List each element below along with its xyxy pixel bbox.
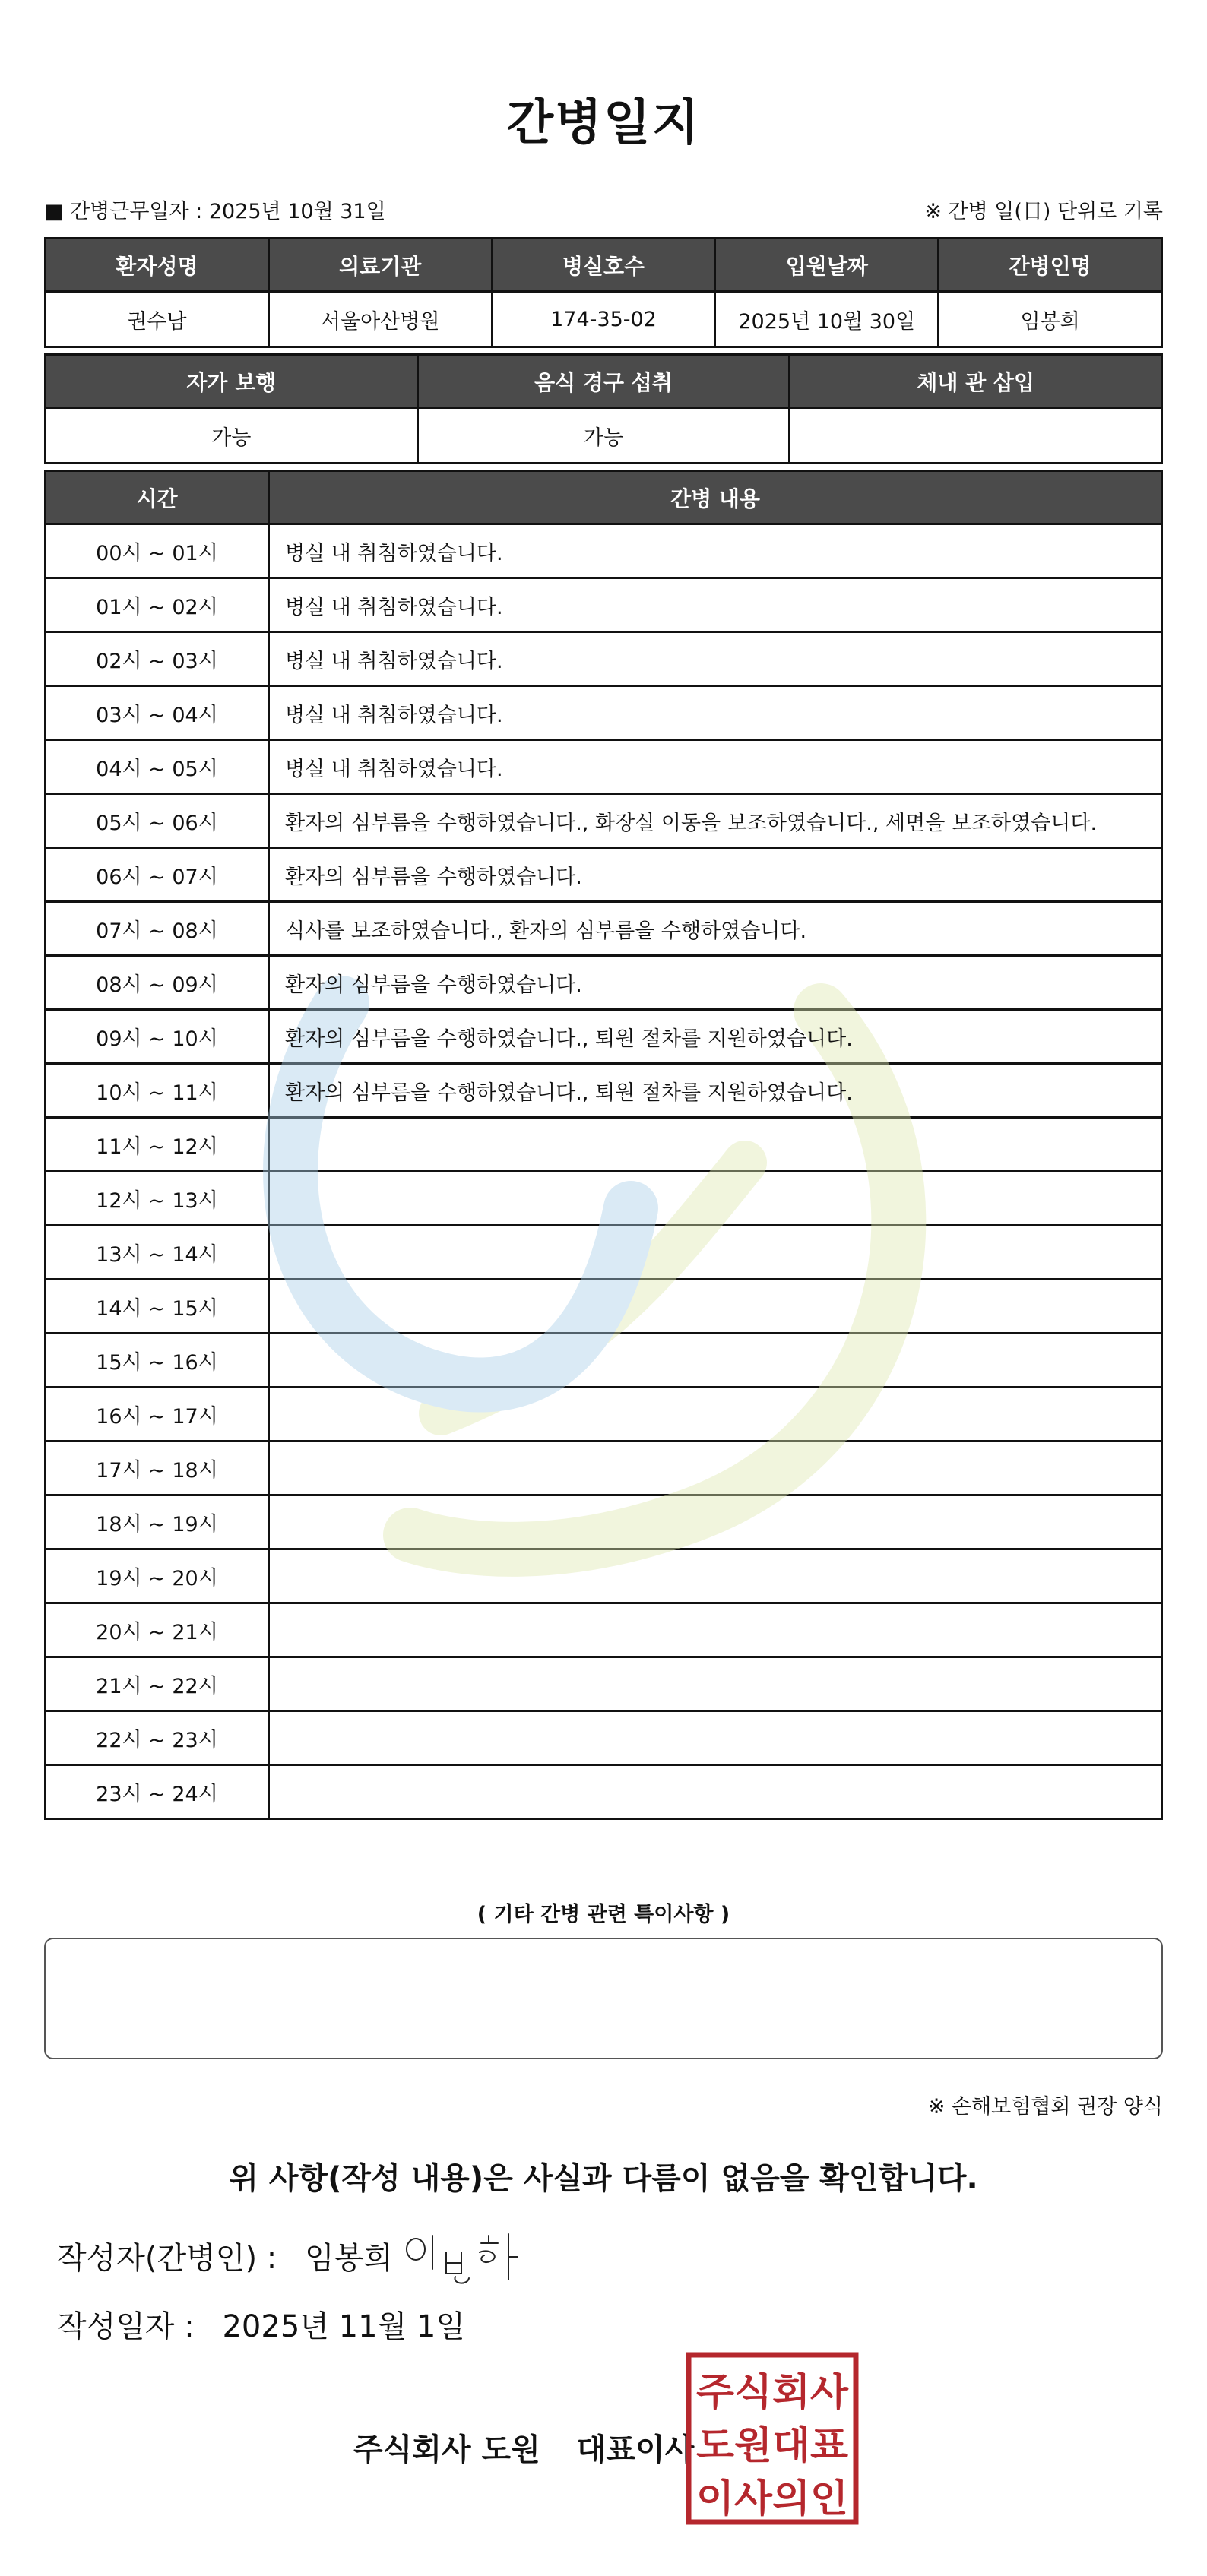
care-content: [269, 1549, 1162, 1603]
care-log-row: [46, 524, 1162, 578]
seal-text-line: 이사의인: [696, 2476, 848, 2521]
care-log-header-row: [46, 471, 1162, 524]
room-number: 174-35-02: [492, 292, 715, 347]
care-content: 환자의 심부름을 수행하였습니다.: [269, 848, 1162, 902]
care-content: 병실 내 취침하였습니다.: [269, 578, 1162, 632]
handwritten-signature: [399, 2226, 528, 2287]
header-tube-insertion: 체내 관 삽입: [790, 355, 1162, 408]
care-content: [269, 1280, 1162, 1334]
header-patient-name: 환자성명: [46, 239, 269, 292]
confirmation-text: 위 사항(작성 내용)은 사실과 다름이 없음을 확인합니다.: [229, 2161, 978, 2196]
care-content: 환자의 심부름을 수행하였습니다., 퇴원 절차를 지원하였습니다.: [269, 1064, 1162, 1118]
patient-name: 권수남: [46, 292, 269, 347]
patient-info-table: [44, 237, 1163, 348]
time-slot: 01시 ~ 02시: [46, 578, 269, 632]
written-date-label: 작성일자 :: [57, 2309, 195, 2344]
care-log-row: [46, 1064, 1162, 1118]
care-content: [269, 1711, 1162, 1765]
care-log-row: [46, 1010, 1162, 1064]
caregiver-name: 임봉희: [939, 292, 1162, 347]
care-content: 환자의 심부름을 수행하였습니다.: [269, 956, 1162, 1010]
tube-insertion-value: [790, 408, 1162, 464]
care-content: [269, 1495, 1162, 1549]
header-hospital: 의료기관: [268, 239, 492, 292]
care-log-row: [46, 794, 1162, 848]
time-slot: 16시 ~ 17시: [46, 1388, 269, 1441]
care-log-row: [46, 740, 1162, 794]
time-slot: 10시 ~ 11시: [46, 1064, 269, 1118]
care-content: [269, 1603, 1162, 1657]
care-log-row: [46, 1441, 1162, 1495]
care-log-row: [46, 686, 1162, 740]
care-content: [269, 1172, 1162, 1226]
writer-label: 작성자(간병인) :: [57, 2241, 277, 2276]
time-slot: 18시 ~ 19시: [46, 1495, 269, 1549]
care-content: [269, 1388, 1162, 1441]
patient-ability-table: [44, 353, 1163, 464]
care-log-row: [46, 1388, 1162, 1441]
header-care-content: 간병 내용: [269, 471, 1162, 524]
writer-name: 임봉희: [304, 2241, 393, 2276]
care-log-row: [46, 1226, 1162, 1280]
time-slot: 00시 ~ 01시: [46, 524, 269, 578]
ability-value-row: [46, 408, 1162, 464]
time-slot: 04시 ~ 05시: [46, 740, 269, 794]
time-slot: 03시 ~ 04시: [46, 686, 269, 740]
time-slot: 20시 ~ 21시: [46, 1603, 269, 1657]
care-log-body: [46, 524, 1162, 1819]
seal-text-line: 도원대표: [696, 2423, 849, 2467]
header-room: 병실호수: [492, 239, 715, 292]
ability-header-row: [46, 355, 1162, 408]
header-self-walking: 자가 보행: [46, 355, 418, 408]
unit-note: ※ 간병 일(日) 단위로 기록: [924, 200, 1163, 223]
company-seal-stamp: [686, 2352, 859, 2525]
care-log-row: [46, 632, 1162, 686]
care-content: 식사를 보조하였습니다., 환자의 심부름을 수행하였습니다.: [269, 902, 1162, 956]
care-content: [269, 1765, 1162, 1819]
time-slot: 13시 ~ 14시: [46, 1226, 269, 1280]
self-walking-value: 가능: [46, 408, 418, 464]
work-date: ■ 간병근무일자 : 2025년 10월 31일: [44, 200, 386, 223]
care-log-row: [46, 1118, 1162, 1172]
time-slot: 22시 ~ 23시: [46, 1711, 269, 1765]
company-title: 대표이사: [576, 2432, 695, 2467]
time-slot: 17시 ~ 18시: [46, 1441, 269, 1495]
time-slot: 12시 ~ 13시: [46, 1172, 269, 1226]
time-slot: 14시 ~ 15시: [46, 1280, 269, 1334]
header-admission-date: 입원날짜: [715, 239, 939, 292]
care-content: [269, 1118, 1162, 1172]
header-time: 시간: [46, 471, 269, 524]
insurance-note: ※ 손해보험협회 권장 양식: [927, 2095, 1163, 2119]
oral-intake-value: 가능: [417, 408, 790, 464]
care-content: 병실 내 취침하였습니다.: [269, 740, 1162, 794]
care-content: 환자의 심부름을 수행하였습니다., 퇴원 절차를 지원하였습니다.: [269, 1010, 1162, 1064]
hospital-name: 서울아산병원: [268, 292, 492, 347]
care-log-row: [46, 1657, 1162, 1711]
time-slot: 21시 ~ 22시: [46, 1657, 269, 1711]
care-log-row: [46, 1172, 1162, 1226]
care-log-row: [46, 1603, 1162, 1657]
care-content: [269, 1334, 1162, 1388]
admission-date: 2025년 10월 30일: [715, 292, 939, 347]
care-content: 환자의 심부름을 수행하였습니다., 화장실 이동을 보조하였습니다., 세면을 보조하였습니다.: [269, 794, 1162, 848]
care-content: 병실 내 취침하였습니다.: [269, 686, 1162, 740]
care-log-row: [46, 1711, 1162, 1765]
care-log-row: [46, 848, 1162, 902]
written-date-value: 2025년 11월 1일: [222, 2309, 465, 2344]
time-slot: 05시 ~ 06시: [46, 794, 269, 848]
time-slot: 19시 ~ 20시: [46, 1549, 269, 1603]
care-log-row: [46, 1549, 1162, 1603]
care-log-table: [44, 470, 1163, 1820]
care-log-row: [46, 956, 1162, 1010]
other-notes-title: ( 기타 간병 관련 특이사항 ): [477, 1903, 730, 1926]
time-slot: 06시 ~ 07시: [46, 848, 269, 902]
time-slot: 02시 ~ 03시: [46, 632, 269, 686]
care-content: 병실 내 취침하였습니다.: [269, 524, 1162, 578]
writer-row: [57, 2234, 393, 2277]
care-log-row: [46, 1495, 1162, 1549]
header-oral-intake: 음식 경구 섭취: [417, 355, 790, 408]
written-date-row: [57, 2302, 465, 2346]
care-content: [269, 1226, 1162, 1280]
time-slot: 08시 ~ 09시: [46, 956, 269, 1010]
time-slot: 09시 ~ 10시: [46, 1010, 269, 1064]
care-content: 병실 내 취침하였습니다.: [269, 632, 1162, 686]
time-slot: 11시 ~ 12시: [46, 1118, 269, 1172]
seal-text-line: 주식회사: [696, 2370, 849, 2414]
care-content: [269, 1657, 1162, 1711]
time-slot: 23시 ~ 24시: [46, 1765, 269, 1819]
time-slot: 15시 ~ 16시: [46, 1334, 269, 1388]
patient-info-value-row: [46, 292, 1162, 347]
company-signature-line: [353, 2426, 694, 2469]
page-title: 간병일지: [506, 95, 701, 151]
care-log-row: [46, 1765, 1162, 1819]
company-name: 주식회사 도원: [353, 2432, 540, 2467]
care-content: [269, 1441, 1162, 1495]
time-slot: 07시 ~ 08시: [46, 902, 269, 956]
other-notes-box: [44, 1938, 1163, 2059]
care-log-row: [46, 578, 1162, 632]
care-log-row: [46, 1334, 1162, 1388]
header-caregiver: 간병인명: [939, 239, 1162, 292]
care-log-row: [46, 902, 1162, 956]
patient-info-header-row: [46, 239, 1162, 292]
care-log-row: [46, 1280, 1162, 1334]
